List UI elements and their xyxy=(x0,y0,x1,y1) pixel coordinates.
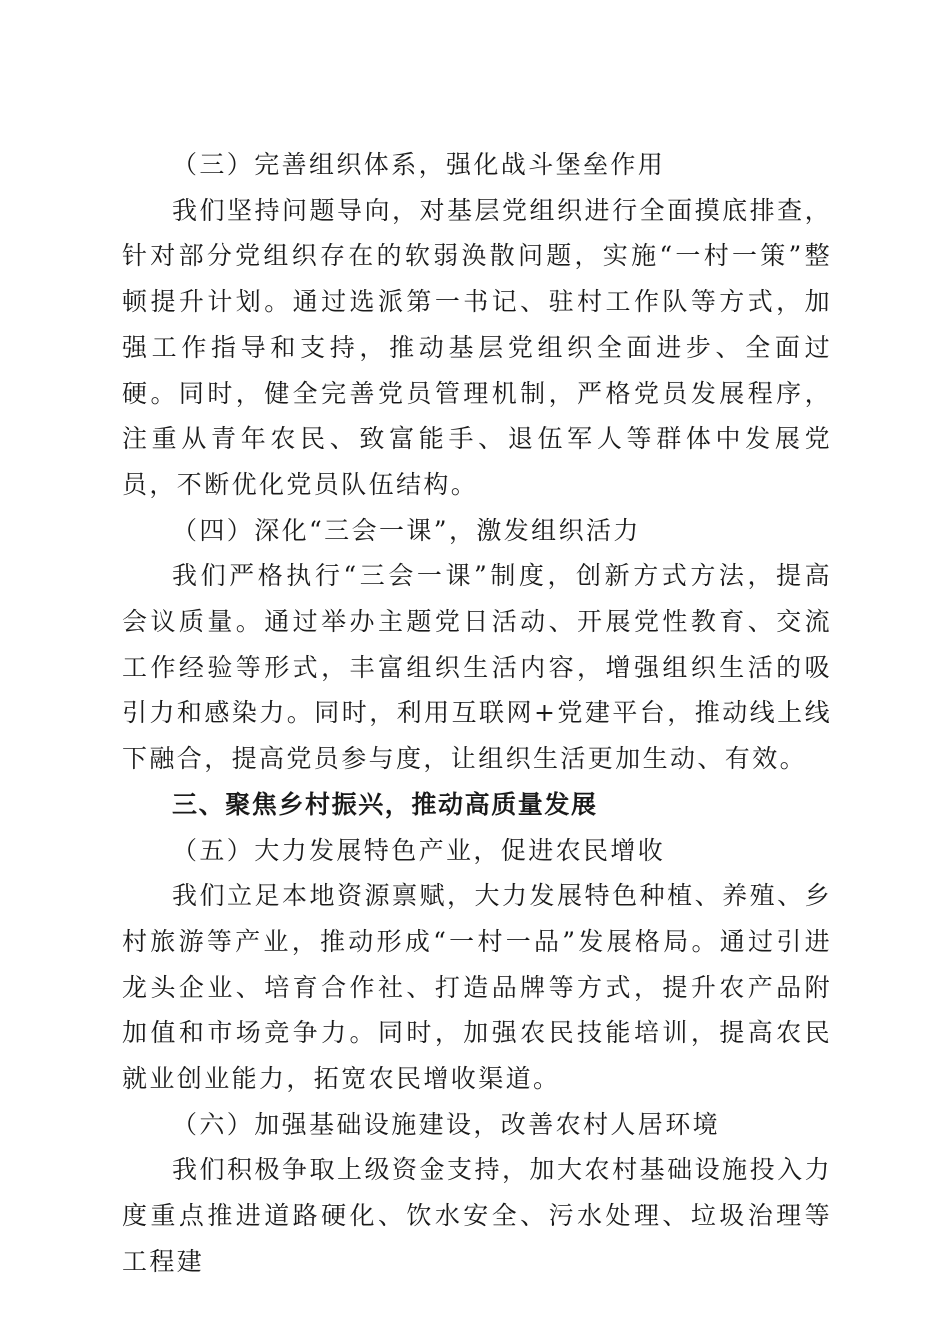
section-paragraph-6: 我们积极争取上级资金支持，加大农村基础设施投入力度重点推进道路硬化、饮水安全、污水处理、垃圾治理等工程建 xyxy=(122,1155,832,1276)
section-paragraph-3: 我们坚持问题导向，对基层党组织进行全面摸底排查，针对部分党组织存在的软弱涣散问题，实施“一村一策”整顿提升计划。通过选派第一书记、驻村工作队等方式，加强工作指导和支持，推动基层党组织全面进步、全面过硬。同时，健全完善党员管理机制，严格党员发展程序，注重从青年农民、致富能手、退伍军人等群体中发展党员，不断优化党员队伍结构。 xyxy=(122,195,832,499)
section-heading-4: （四）深化“三会一课”，激发组织活力 xyxy=(172,515,641,545)
section-paragraph-5: 我们立足本地资源禀赋，大力发展特色种植、养殖、乡村旅游等产业，推动形成“一村一品”发展格局。通过引进龙头企业、培育合作社、打造品牌等方式，提升农产品附加值和市场竞争力。同时，加强农民技能培训，提高农民就业创业能力，拓宽农民增收渠道。 xyxy=(122,881,832,1094)
section-heading-5: （五）大力发展特色产业，促进农民增收 xyxy=(172,835,666,865)
main-heading-3: 三、聚焦乡村振兴，推动高质量发展 xyxy=(172,789,598,819)
section-heading-6: （六）加强基础设施建设，改善农村人居环境 xyxy=(172,1109,721,1139)
section-heading-3: （三）完善组织体系，强化战斗堡垒作用 xyxy=(172,150,666,179)
section-paragraph-4: 我们严格执行“三会一课”制度，创新方式方法，提高会议质量。通过举办主题党日活动、开展党性教育、交流工作经验等形式，丰富组织生活内容，增强组织生活的吸引力和感染力。同时，利用互联网+党建平台，推动线上线下融合，提高党员参与度，让组织生活更加生动、有效。 xyxy=(122,561,832,774)
document-body xyxy=(122,142,832,1285)
